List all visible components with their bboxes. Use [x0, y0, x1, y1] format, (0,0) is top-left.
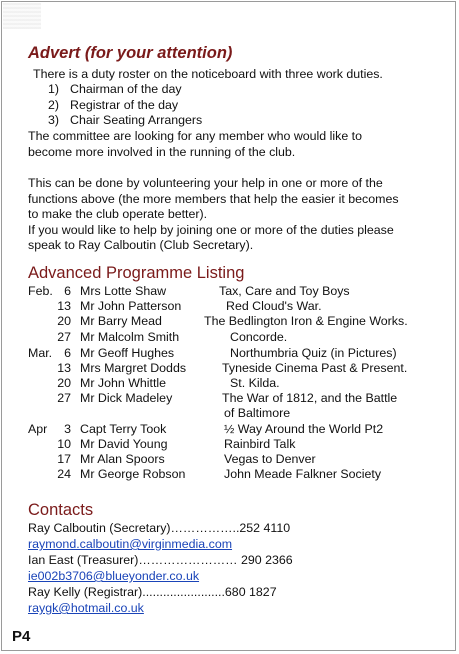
programme-day: 6 — [64, 346, 71, 360]
paragraph-line: functions above (the more members that help the easier it becomes — [28, 191, 399, 206]
programme-speaker: Mr David Young — [80, 437, 168, 451]
programme-day: 3 — [64, 422, 71, 436]
programme-speaker: Mrs Margret Dodds — [80, 361, 187, 375]
programme-speaker: Mr John Patterson — [80, 299, 182, 313]
programme-speaker: Capt Terry Took — [80, 422, 167, 436]
programme-title: Advanced Programme Listing — [28, 264, 245, 282]
programme-topic: Concorde. — [230, 330, 288, 344]
programme-speaker: Mr John Whittle — [80, 376, 167, 390]
programme-topic: Red Cloud's War. — [226, 299, 322, 313]
contacts-title: Contacts — [28, 501, 94, 519]
page-number: P4 — [12, 628, 31, 645]
duty-number: 3) — [48, 113, 60, 128]
programme-day: 20 — [57, 376, 71, 390]
programme-topic: Tax, Care and Toy Boys — [219, 284, 350, 298]
contact-entry: Ian East (Treasurer)…………………… 290 2366 — [28, 553, 293, 567]
contact-entry: Ray Kelly (Registrar)........................680 1827 — [28, 585, 277, 599]
duty-list — [48, 82, 202, 129]
programme-day: 27 — [57, 391, 71, 405]
programme-month: Mar. — [28, 346, 53, 360]
programme-topic: Northumbria Quiz (in Pictures) — [230, 346, 397, 360]
duty-item — [48, 113, 202, 129]
duty-number: 2) — [48, 97, 60, 112]
paragraph-line: If you would like to help by joining one or more of the duties please — [28, 222, 394, 237]
paragraph-line: The committee are looking for any member who would like to — [28, 129, 363, 143]
committee-paragraph — [28, 129, 362, 160]
duty-label: Chairman of the day — [70, 82, 182, 96]
duty-label: Registrar of the day — [70, 97, 179, 112]
programme-day: 24 — [57, 467, 71, 481]
advert-title: Advert (for your attention) — [28, 44, 233, 62]
programme-day: 17 — [57, 452, 71, 466]
programme-day: 6 — [64, 284, 71, 298]
programme-speaker: Mr Barry Mead — [80, 314, 162, 328]
programme-speaker: Mr George Robson — [80, 467, 186, 481]
programme-day: 13 — [57, 361, 71, 375]
programme-topic: of Baltimore — [224, 406, 291, 420]
contact-email-link[interactable]: raymond.calboutin@virginmedia.com — [28, 537, 233, 551]
duty-item — [48, 82, 202, 98]
advert-intro: There is a duty roster on the noticeboard with three work duties. — [33, 67, 383, 81]
programme-day: 27 — [57, 330, 71, 344]
programme-speaker: Mr Malcolm Smith — [80, 330, 180, 344]
duty-number: 1) — [48, 82, 60, 96]
paragraph-line: speak to Ray Calboutin (Club Secretary). — [28, 238, 254, 253]
contact-email-link[interactable]: ie002b3706@blueyonder.co.uk — [28, 569, 200, 583]
programme-topic: ½ Way Around the World Pt2 — [224, 422, 384, 436]
paragraph-line: to make the club operate better). — [28, 207, 208, 222]
programme-month: Apr — [28, 422, 48, 436]
volunteer-paragraph — [28, 176, 399, 254]
paragraph-line: This can be done by volunteering your help in one or more of the — [28, 176, 383, 190]
paragraph-line: become more involved in the running of the club. — [28, 144, 296, 159]
duty-item — [48, 98, 202, 114]
programme-topic: The Bedlington Iron & Engine Works. — [204, 314, 408, 328]
programme-topic: Rainbird Talk — [224, 437, 296, 451]
scan-corner-mark — [3, 3, 41, 29]
contact-entry: Ray Calboutin (Secretary)……………..252 4110 — [28, 521, 291, 535]
programme-speaker: Mr Geoff Hughes — [80, 346, 175, 360]
programme-speaker: Mrs Lotte Shaw — [80, 284, 167, 298]
programme-speaker: Mr Dick Madeley — [80, 391, 173, 405]
programme-day: 13 — [57, 299, 71, 313]
programme-topic: The War of 1812, and the Battle — [222, 391, 398, 405]
programme-day: 20 — [57, 314, 71, 328]
programme-topic: Tyneside Cinema Past & Present. — [222, 361, 408, 375]
programme-speaker: Mr Alan Spoors — [80, 452, 165, 466]
programme-topic: Vegas to Denver — [224, 452, 316, 466]
contact-email-link[interactable]: raygk@hotmail.co.uk — [28, 601, 144, 615]
programme-month: Feb. — [28, 284, 53, 298]
programme-topic: St. Kilda. — [230, 376, 280, 390]
duty-label: Chair Seating Arrangers — [70, 113, 203, 128]
programme-day: 10 — [57, 437, 71, 451]
programme-topic: John Meade Falkner Society — [224, 467, 382, 481]
